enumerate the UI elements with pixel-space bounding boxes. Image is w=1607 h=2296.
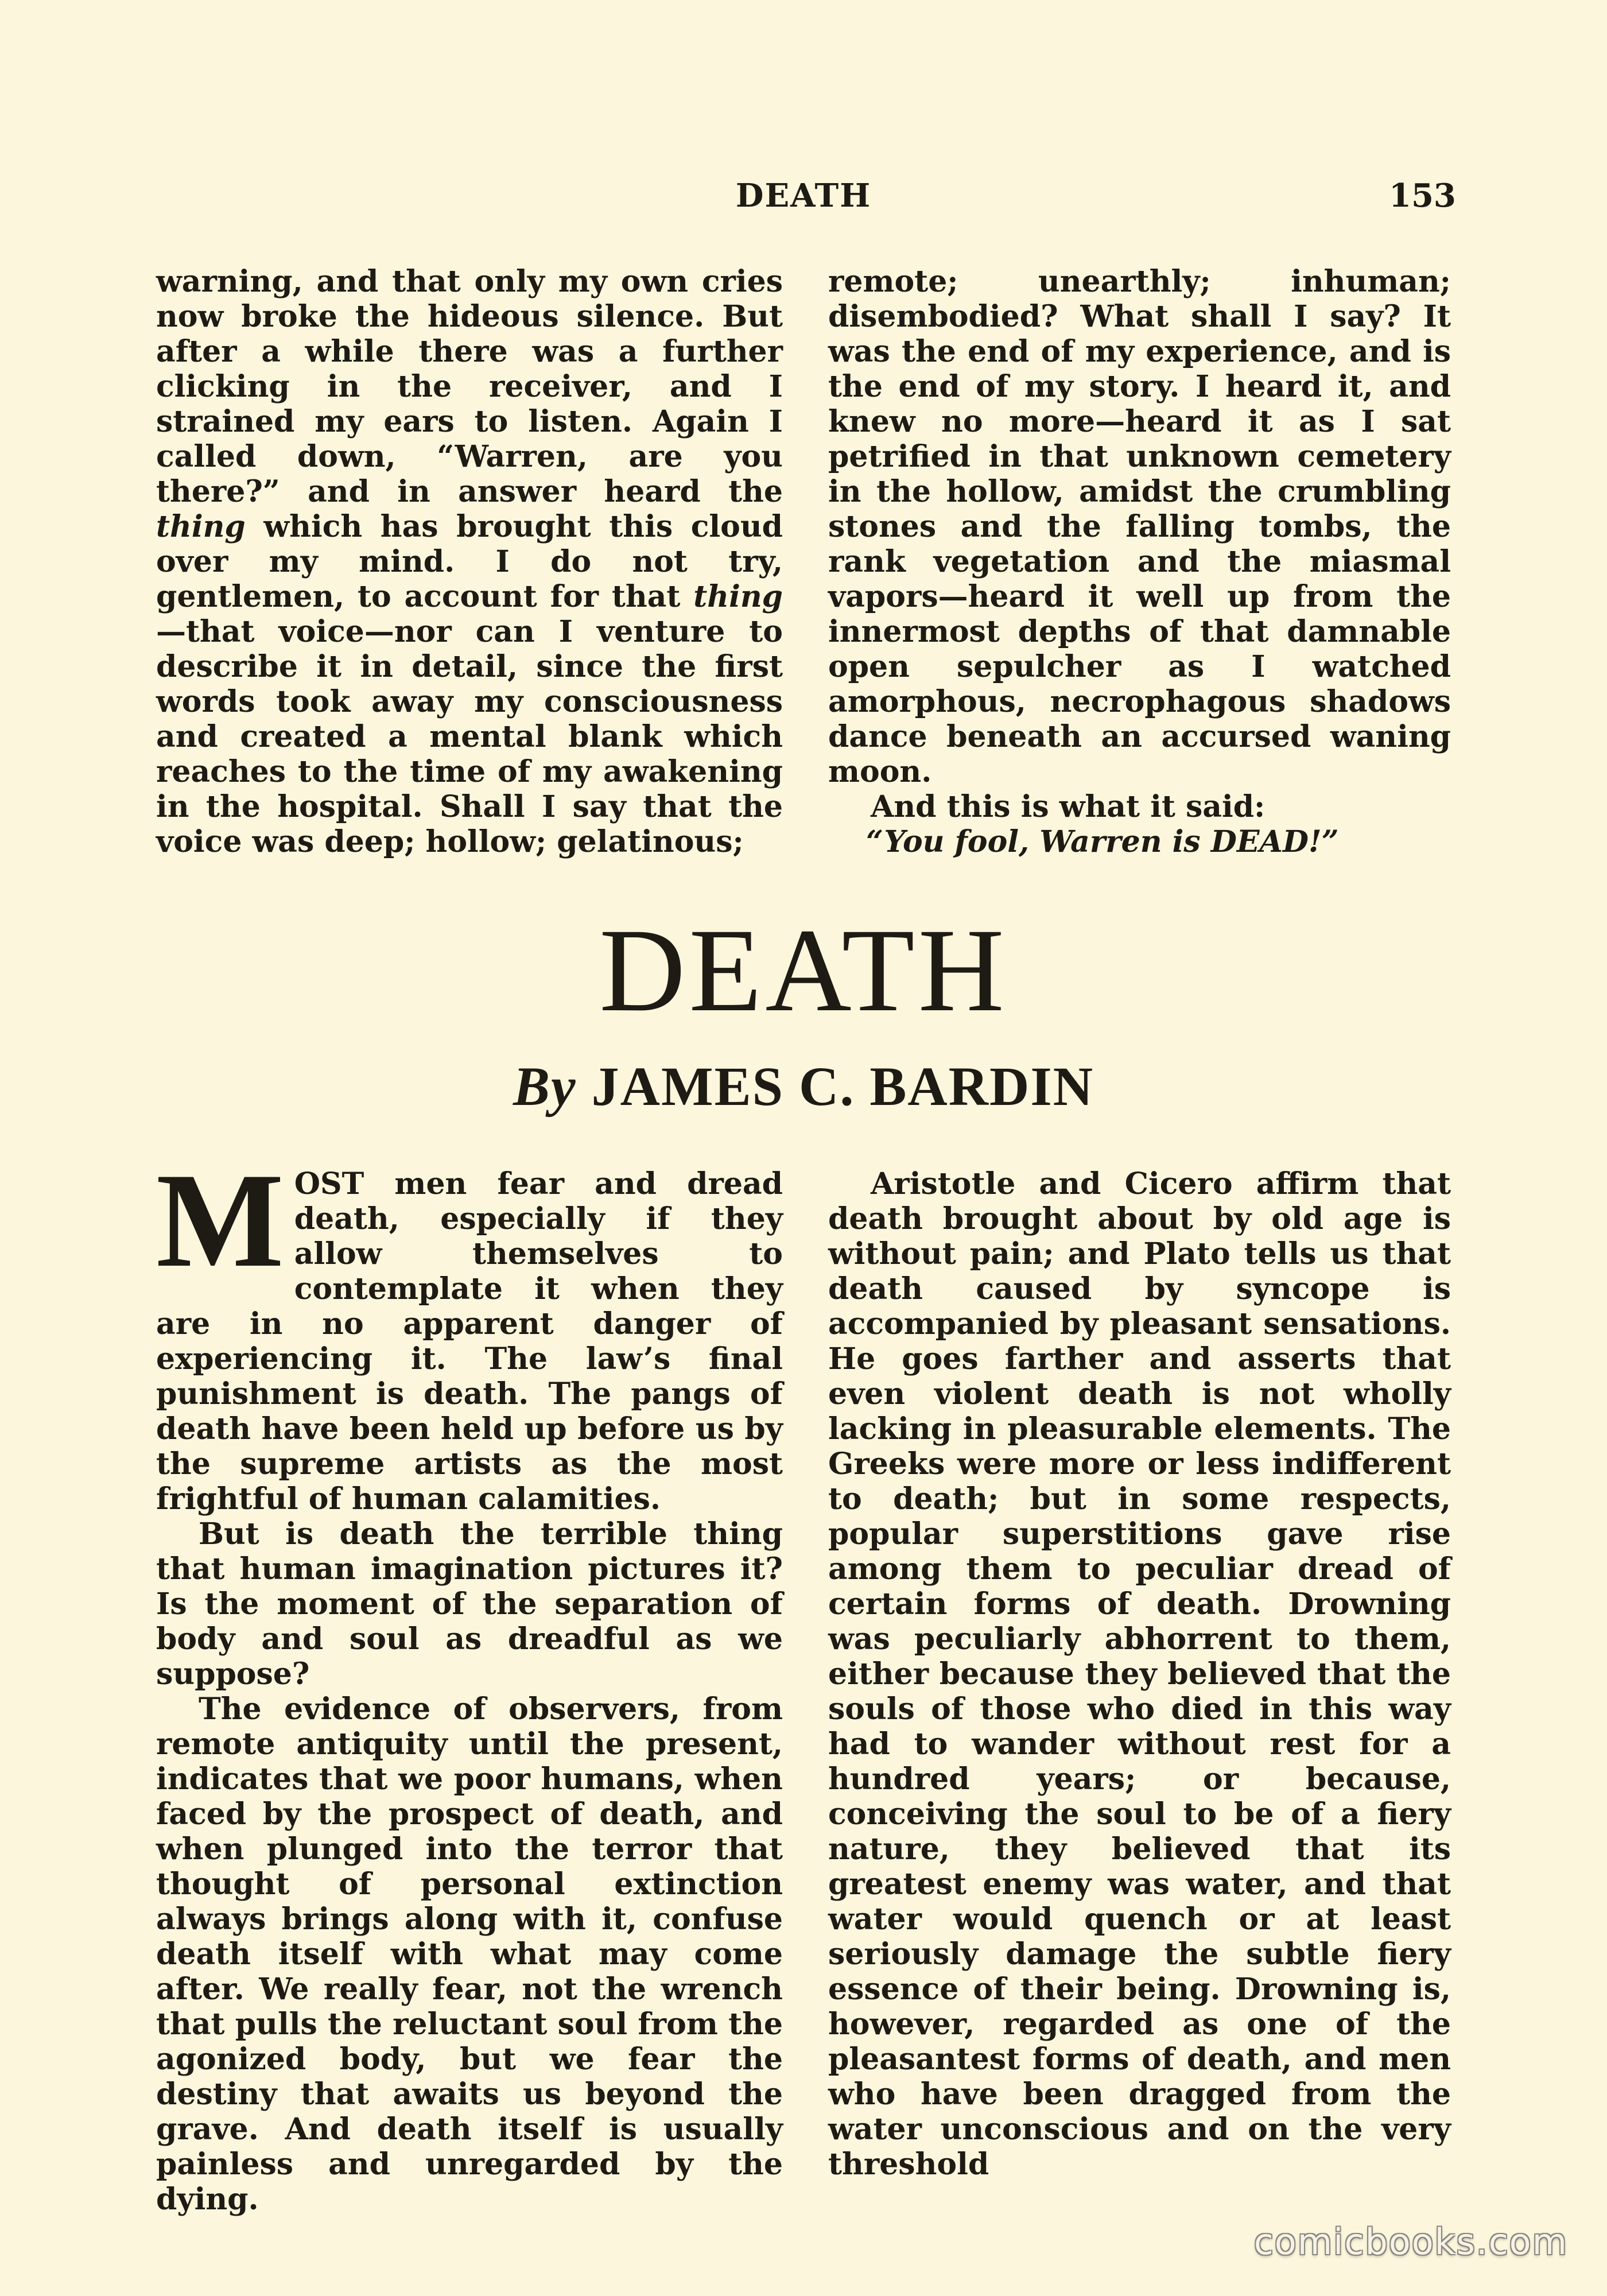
- closing-quote: “You fool, Warren is DEAD!”: [866, 824, 1339, 859]
- watermark: comicbooks.com: [1253, 2221, 1568, 2263]
- previous-story-column-left: [156, 264, 783, 859]
- drop-cap: M: [156, 1146, 284, 1296]
- running-head: DEATH: [735, 177, 872, 215]
- article-column-left: [156, 1146, 783, 2217]
- previous-story-paragraph: warning, and that only my own cries now broke the hideous silence. But after a while there was a further clicking in the receiver, and I strained my ears to listen. Again I called down, “Warren, are you there?” and in answer heard the thing which has brought this cloud over my mind. I do not try, gentlemen, to account for that thing—that voice—nor can I venture to describe it in detail, since the first words took away my consciousness and created a mental blank which reaches to the time of my awakening in the hospital. Shall I say that the voice was deep; hollow; gelatinous;: [156, 264, 783, 859]
- article-paragraph: The evidence of observers, from remote antiquity until the present, indicates that we poor humans, when faced by the prospect of death, and when plunged into the terror that thought of personal extinction always brings along with it, confuse death itself with what may come after. We really fear, not the wrench that pulls the reluctant soul from the agonized body, but we fear the destiny that awaits us beyond the grave. And death itself is usually painless and unregarded by the dying.: [156, 1692, 783, 2217]
- byline-author: JAMES C. BARDIN: [591, 1056, 1094, 1117]
- article-title: DEATH: [599, 904, 1008, 1036]
- previous-story-paragraph: remote; unearthly; inhuman; disembodied? What shall I say? It was the end of my experience, and is the end of my story. I heard it, and knew no more—heard it as I sat petrified in that unknown cemetery in the hollow, amidst the crumbling stones and the falling tombs, the rank vegetation and the miasmal vapors—heard it well up from the innermost depths of that damnable open sepulcher as I watched amorphous, necrophagous shadows dance beneath an accursed waning moon.: [828, 264, 1451, 789]
- article-paragraph: Aristotle and Cicero affirm that death brought about by old age is without pain; and Plato tells us that death caused by syncope is accompanied by pleasant sensations. He goes farther and asserts that even violent death is not wholly lacking in pleasurable elements. The Greeks were more or less indifferent to death; but in some respects, popular superstitions gave rise among them to peculiar dread of certain forms of death. Drowning was peculiarly abhorrent to them, either because they believed that the souls of those who died in this way had to wander without rest for a hundred years; or because, conceiving the soul to be of a fiery nature, they believed that its greatest enemy was water, and that water would quench or at least seriously damage the subtle fiery essence of their being. Drowning is, however, regarded as one of the pleasantest forms of death, and men who have been dragged from the water unconscious and on the very threshold: [828, 1166, 1451, 2182]
- previous-story-paragraph: And this is what it said:: [871, 789, 1266, 824]
- article-column-right: [828, 1166, 1451, 2182]
- byline-by: By: [513, 1056, 577, 1117]
- article-paragraph: But is death the terrible thing that human imagination pictures it? Is the moment of the separation of body and soul as dreadful as we suppose?: [156, 1517, 783, 1692]
- byline: [344, 1055, 1263, 1118]
- article-paragraph: MOST men fear and dread death, especially if they allow themselves to contemplate it when they are in no apparent danger of experiencing it. The law’s final punishment is death. The pangs of death have been held up before us by the supreme artists as the most frightful of human calamities.: [156, 1146, 783, 1517]
- previous-story-column-right: [828, 264, 1451, 859]
- page-number: 153: [1389, 177, 1456, 215]
